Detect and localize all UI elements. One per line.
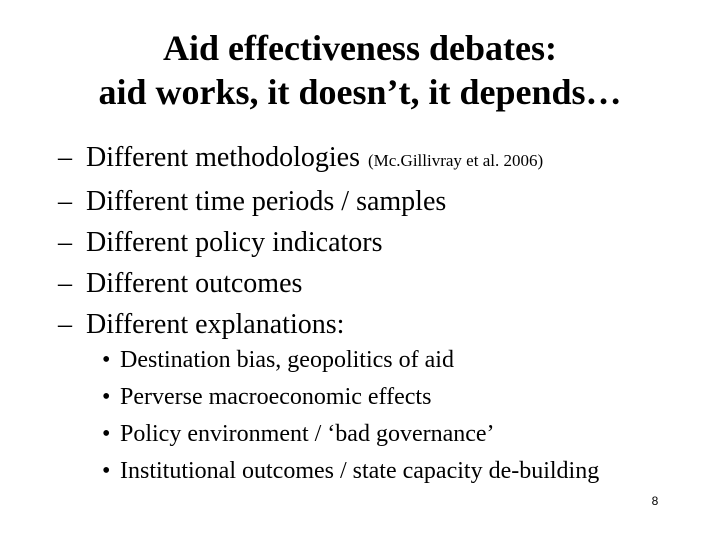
sub-bullet-text: Destination bias, geopolitics of aid (120, 347, 454, 373)
bullet-item (58, 181, 698, 222)
bullet-text: Different outcomes (86, 268, 303, 299)
sub-bullet-item (102, 453, 702, 490)
bullet-item (58, 263, 698, 304)
bullet-text: Different methodologies (86, 142, 360, 173)
bullet-item (58, 222, 698, 263)
bullet-text: Different policy indicators (86, 227, 383, 258)
sub-bullet-text: Policy environment / ‘bad governance’ (120, 421, 495, 447)
sub-bullet-item (102, 342, 702, 379)
page-number: 8 (651, 494, 659, 508)
sub-bullet-list (102, 342, 702, 490)
citation: (Mc.Gillivray et al. 2006) (367, 151, 544, 170)
bullet-text: Different explanations: (86, 309, 345, 340)
slide-title (0, 26, 720, 114)
dash-marker: – (58, 142, 72, 173)
sub-bullet-item (102, 416, 702, 453)
sub-bullet-text: Perverse macroeconomic effects (120, 384, 432, 410)
title-line-1: Aid effectiveness debates: (163, 28, 557, 68)
bullet-dot: • (102, 347, 111, 373)
bullet-dot: • (102, 421, 111, 447)
sub-bullet-item (102, 379, 702, 416)
dash-marker: – (58, 227, 72, 258)
sub-bullet-text: Institutional outcomes / state capacity de-building (120, 458, 600, 484)
bullet-list (58, 137, 698, 345)
bullet-item (58, 304, 698, 345)
dash-marker: – (58, 309, 72, 340)
bullet-dot: • (102, 384, 111, 410)
dash-marker: – (58, 268, 72, 299)
dash-marker: – (58, 186, 72, 217)
bullet-dot: • (102, 458, 111, 484)
title-line-2: aid works, it doesn’t, it depends… (98, 72, 622, 112)
bullet-item (58, 137, 698, 181)
bullet-text: Different time periods / samples (86, 186, 447, 217)
